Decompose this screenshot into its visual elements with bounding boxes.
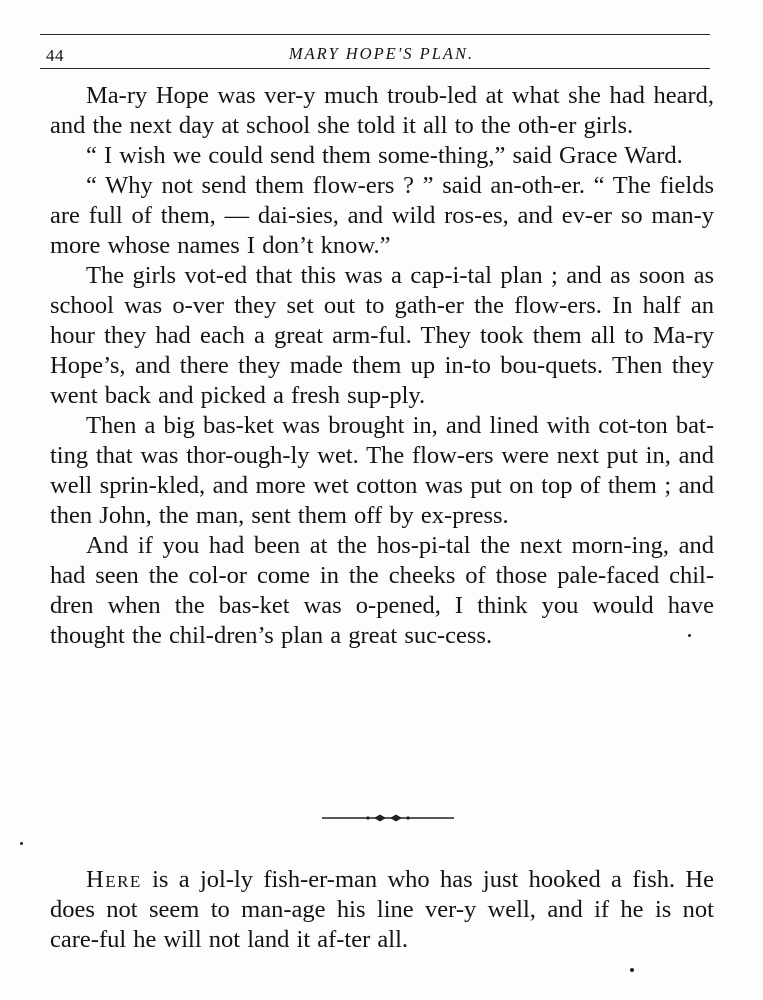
lead-word: Here	[86, 866, 142, 893]
story-text	[50, 81, 714, 651]
running-head: MARY HOPE'S PLAN.	[288, 44, 475, 63]
header-bottom-rule	[40, 68, 710, 69]
paragraph: The girls vot-ed that this was a cap-i-tal plan ; and as soon as school was o-ver they set out to gath-er the flow-ers. In half an hour they had each a great arm-ful. They took them all to Ma-ry Hope’s, and there they made them up in-to bou-quets. Then they went back and picked a fresh sup-ply.	[50, 262, 714, 409]
print-speck	[20, 842, 23, 845]
next-story-text	[50, 865, 714, 955]
print-speck	[688, 634, 691, 637]
page-number: 44	[46, 46, 64, 65]
print-speck	[630, 968, 634, 972]
paragraph	[50, 865, 714, 955]
paragraph: Then a big bas-ket was brought in, and lined with cot-ton bat-ting that was thor-ough-ly wet. The flow-ers were next put in, and well sprin-kled, and more wet cotton was put on top of them ; and then John, the man, sent them off by ex-press.	[50, 412, 714, 529]
paragraph: “ Why not send them flow-ers ? ” said an-oth-er. “ The fields are full of them, — dai-sies, and wild ros-es, and ev-er so man-y more whose names I don’t know.”	[50, 172, 714, 259]
paragraph: And if you had been at the hos-pi-tal the next morn-ing, and had seen the col-or come in the cheeks of those pale-faced chil-dren when the bas-ket was o-pened, I think you would have thought the chil-dren’s plan a great suc-cess.	[50, 532, 714, 649]
paragraph: Ma-ry Hope was ver-y much troub-led at what she had heard, and the next day at school she told it all to the oth-er girls.	[50, 82, 714, 139]
header-top-rule	[40, 34, 710, 35]
paragraph-body: is a jol-ly fish-er-man who has just hooked a fish. He does not seem to man-age his line ver-y well, and if he is not care-ful he will not land it af-ter all.	[50, 866, 714, 953]
paragraph: “ I wish we could send them some-thing,” said Grace Ward.	[86, 142, 683, 169]
section-divider-ornament	[322, 811, 454, 825]
